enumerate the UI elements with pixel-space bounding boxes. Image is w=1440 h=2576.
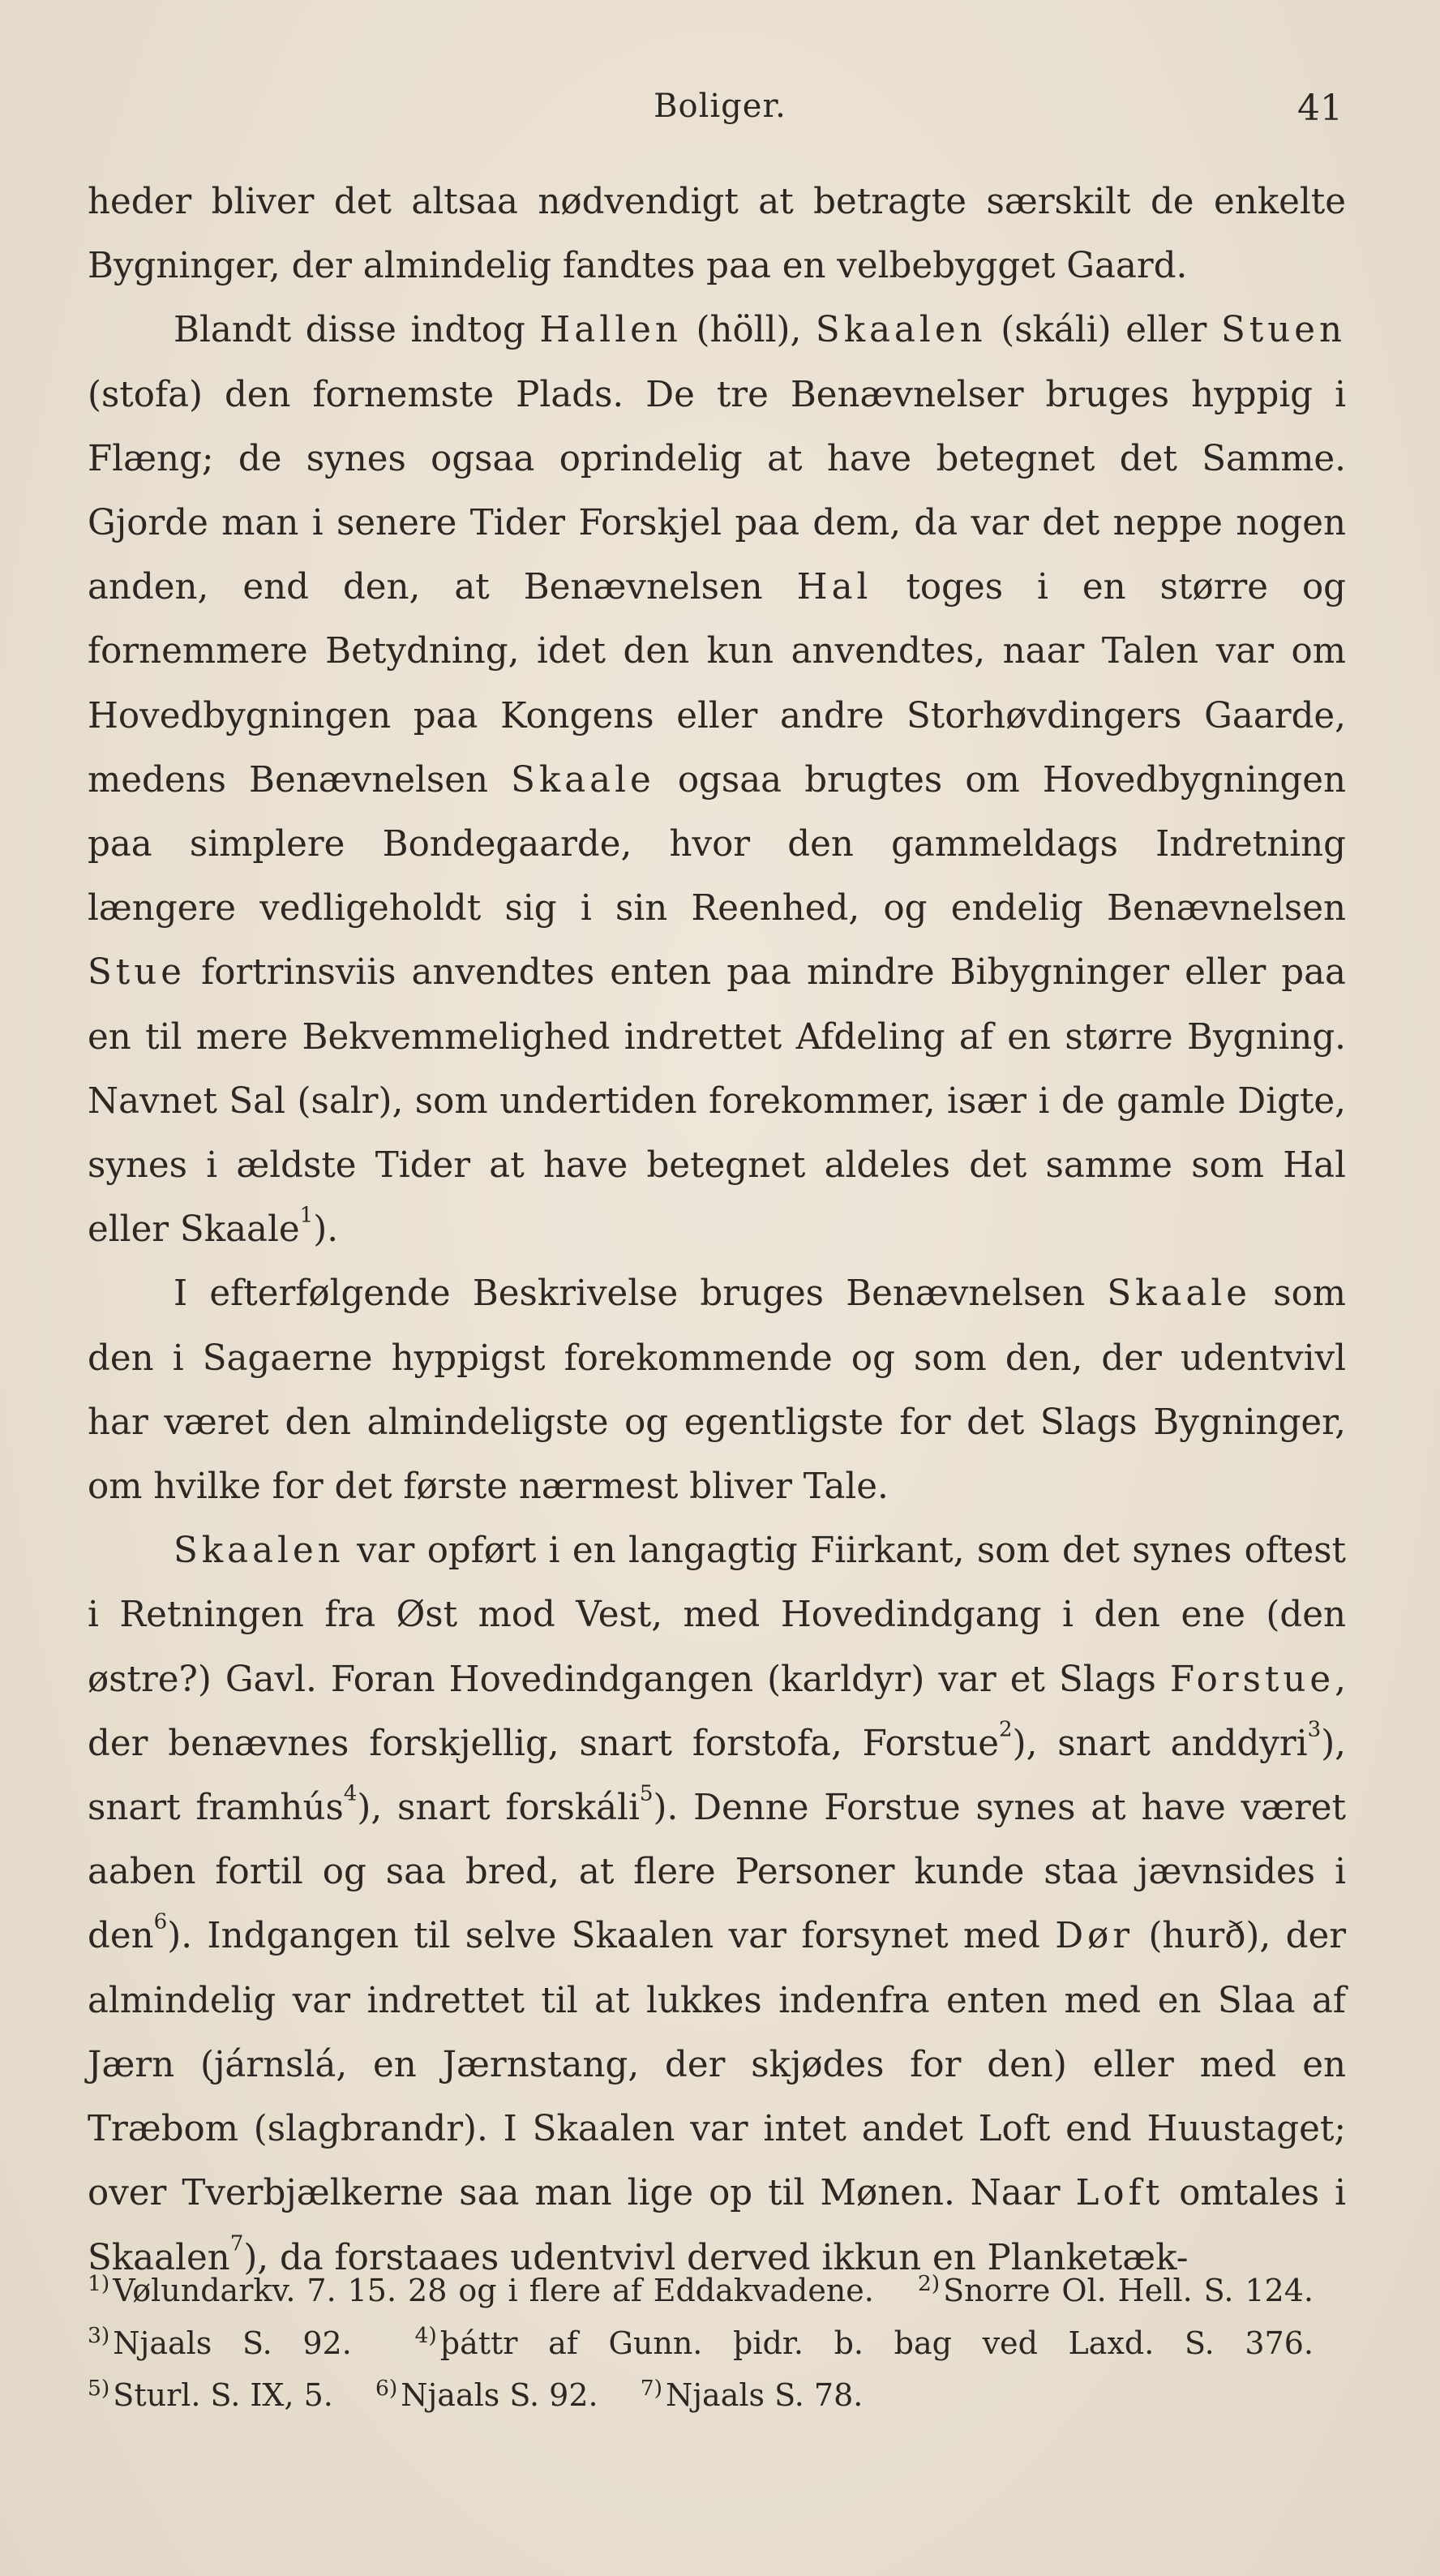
running-head — [0, 88, 1440, 136]
footnote-text: Sturl. S. IX, 5. — [113, 2376, 333, 2413]
paragraph-2 — [88, 298, 1346, 1262]
footnote-mark: 6) — [375, 2375, 398, 2401]
spaced-term: Loft — [1075, 2173, 1164, 2214]
footnote-3 — [88, 2325, 352, 2361]
text-run: (stofa) den fornemste Plads. De tre Benævnelser bruges hyppig i Flæng; de synes ogsaa oprindelig at have betegnet det Samme. Gjorde man i senere Tider Forskjel paa dem, da var det neppe nogen anden, end den, at Benævnelsen — [88, 374, 1346, 608]
spaced-term: Stue — [88, 952, 186, 994]
footnote-4 — [414, 2325, 1314, 2361]
footnote-text: Vølundarkv. 7. 15. 28 og i flere af Eddakvadene. — [113, 2273, 874, 2309]
text-run: fortrinsviis anvendtes enten paa mindre Bibygninger eller paa en til mere Bekvemmelighed indrettet Afdeling af en større Bygning. Navnet Sal (salr), som undertiden forekommer, især i de gamle Digte, synes i ældste Tider at have betegnet aldeles det samme som Hal eller Skaale — [88, 952, 1346, 1251]
paragraph-4 — [88, 1519, 1346, 2290]
footnote-ref: 6 — [153, 1910, 168, 1934]
footnote-1 — [88, 2273, 874, 2308]
text-run: som den i Sagaerne hyppigst forekommende og som den, der udentvivl har været den almindeligste og egentligste for det Slags Bygninger, om hvilke for det første nærmest bliver Tale. — [88, 1273, 1347, 1508]
paragraph-1: heder bliver det altsaa nødvendigt at betragte særskilt de enkelte Bygninger, der almindelig fandtes paa en velbebygget Gaard. — [88, 182, 1346, 287]
spaced-term: Skaale — [1107, 1273, 1252, 1315]
spaced-term: Hal — [796, 567, 872, 608]
footnote-ref: 3 — [1307, 1717, 1322, 1742]
footnote-text: þáttr af Gunn. þidr. b. bag ved Laxd. S. 376. — [439, 2325, 1314, 2361]
text-run: omtales i Skaalen — [88, 2173, 1346, 2278]
text-run: ogsaa brugtes om Hovedbygningen paa simplere Bondegaarde, hvor den gammeldags Indretning længere vedligeholdt sig i sin Reenhed, og endelig Benævnelsen — [88, 759, 1346, 930]
footnote-2 — [918, 2273, 1314, 2308]
footnote-text: Njaals S. 78. — [666, 2376, 864, 2413]
spaced-term: Forstue — [1169, 1659, 1335, 1700]
spaced-term: Hallen — [539, 310, 682, 351]
footnote-mark: 7) — [640, 2375, 663, 2401]
text-run: var opført i en langagtig Fiirkant, som det synes oftest i Retningen fra Øst mod Vest, med Hovedindgang i den ene (den østre?) Gavl. Foran Hovedindgangen (karldyr) var et Slags — [88, 1531, 1346, 1700]
text-run: ). Denne Forstue synes at have været aaben fortil og saa bred, at flere Personer kunde staa jævnsides i den — [88, 1788, 1347, 1957]
footnote-5 — [88, 2377, 333, 2413]
text-run: , der benævnes forskjellig, snart forstofa, Forstue — [88, 1659, 1346, 1764]
footnote-mark: 1) — [88, 2271, 110, 2296]
paragraph-3 — [88, 1262, 1346, 1519]
footnote-ref: 1 — [299, 1203, 314, 1228]
text-run: (höll), — [681, 310, 816, 351]
footnote-mark: 3) — [88, 2323, 110, 2349]
spaced-term: Dør — [1055, 1916, 1134, 1957]
footnote-text: Njaals S. 92. — [401, 2376, 598, 2413]
text-run: ). Indgangen til selve Skaalen var forsynet med — [167, 1916, 1056, 1957]
text-run: ), snart framhús — [88, 1723, 1346, 1829]
footnote-mark: 4) — [414, 2323, 437, 2349]
body-text — [88, 170, 1346, 2290]
footnote-mark: 5) — [88, 2375, 110, 2401]
footnote-mark: 2) — [917, 2271, 941, 2296]
footnote-7 — [641, 2377, 864, 2413]
text-run: ), snart forskáli — [357, 1788, 640, 1829]
text-run: (hurð), der almindelig var indrettet til at lukkes indenfra enten med en Slaa af Jærn (járnslá, en Jærnstang, der skjødes for den) eller med en Træbom (slagbrandr). I Skaalen var intet andet Loft end Huustaget; over Tverbjælkerne saa man lige op til Mønen. Naar — [88, 1916, 1346, 2214]
spaced-term: Skaale — [511, 759, 655, 801]
text-run: ). — [313, 1209, 339, 1251]
footnote-ref: 7 — [229, 2231, 244, 2256]
text-run: (skáli) eller — [986, 310, 1221, 351]
footnote-text: Snorre Ol. Hell. S. 124. — [943, 2273, 1314, 2309]
footnote-ref: 5 — [639, 1781, 654, 1806]
spaced-term: Skaalen — [815, 310, 987, 351]
spaced-term: Skaalen — [174, 1531, 345, 1572]
footnote-text: Njaals S. 92. — [113, 2325, 352, 2361]
text-run: I efterfølgende Beskrivelse bruges Benævnelsen — [174, 1273, 1108, 1315]
footnote-6 — [375, 2377, 598, 2413]
text-run: Blandt disse indtog — [174, 310, 540, 351]
footnotes — [88, 2261, 1346, 2418]
footnote-ref: 4 — [343, 1781, 358, 1806]
running-title: Boliger. — [654, 88, 786, 125]
page-number: 41 — [1297, 88, 1343, 129]
text-run: ), snart anddyri — [1012, 1723, 1308, 1764]
text-run: ), da forstaaes udentvivl derved ikkun en Planketæk- — [243, 2237, 1189, 2278]
text-run: toges i en større og fornemmere Betydning, idet den kun anvendtes, naar Talen var om Hovedbygningen paa Kongens eller andre Storhøvdingers Gaarde, medens Benævnelsen — [88, 567, 1346, 801]
footnote-ref: 2 — [999, 1717, 1013, 1742]
spaced-term: Stuen — [1220, 310, 1346, 351]
